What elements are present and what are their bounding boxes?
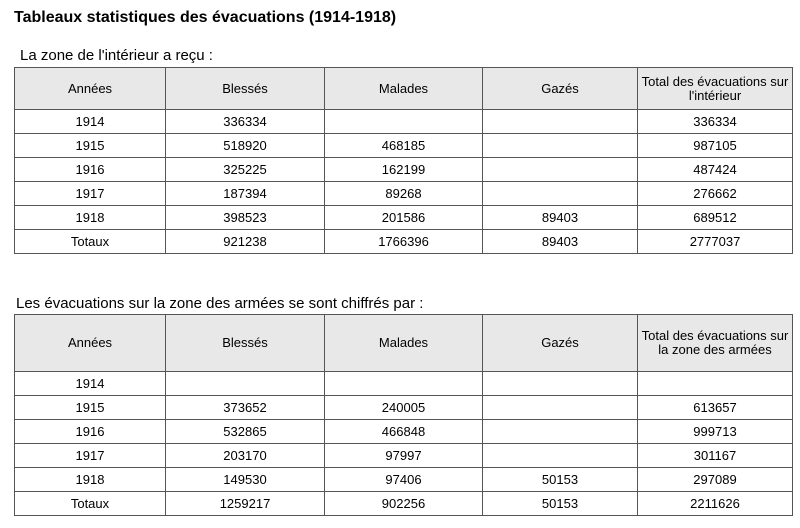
header-years: Années bbox=[15, 68, 166, 110]
cell-total: 297089 bbox=[638, 468, 793, 492]
cell-wounded: 325225 bbox=[166, 158, 325, 182]
army-zone-evacuations-table bbox=[14, 314, 793, 516]
cell-sick: 97997 bbox=[325, 444, 483, 468]
table-row bbox=[15, 396, 793, 420]
cell-total: 276662 bbox=[638, 182, 793, 206]
cell-wounded: 336334 bbox=[166, 110, 325, 134]
cell-wounded: 187394 bbox=[166, 182, 325, 206]
header-sick: Malades bbox=[325, 315, 483, 372]
table-row bbox=[15, 134, 793, 158]
interior-evacuations-table bbox=[14, 67, 793, 254]
table-row bbox=[15, 110, 793, 134]
section1-caption: La zone de l'intérieur a reçu : bbox=[20, 47, 213, 64]
cell-sick: 468185 bbox=[325, 134, 483, 158]
cell-wounded: 398523 bbox=[166, 206, 325, 230]
table-row-totals bbox=[15, 492, 793, 516]
cell-wounded: 921238 bbox=[166, 230, 325, 254]
cell-sick: 89268 bbox=[325, 182, 483, 206]
header-total: Total des évacuations sur l'intérieur bbox=[638, 68, 793, 110]
header-years: Années bbox=[15, 315, 166, 372]
table-row bbox=[15, 444, 793, 468]
cell-year: 1916 bbox=[15, 158, 166, 182]
cell-wounded: 203170 bbox=[166, 444, 325, 468]
cell-gassed bbox=[483, 110, 638, 134]
table-row bbox=[15, 206, 793, 230]
cell-total: 2211626 bbox=[638, 492, 793, 516]
cell-year: 1917 bbox=[15, 444, 166, 468]
cell-wounded: 373652 bbox=[166, 396, 325, 420]
cell-year: Totaux bbox=[15, 230, 166, 254]
table-row bbox=[15, 468, 793, 492]
cell-gassed: 50153 bbox=[483, 492, 638, 516]
cell-gassed bbox=[483, 134, 638, 158]
table-header-row bbox=[15, 68, 793, 110]
cell-year: 1914 bbox=[15, 110, 166, 134]
table-row bbox=[15, 158, 793, 182]
header-total: Total des évacuations sur la zone des armées bbox=[638, 315, 793, 372]
table-row bbox=[15, 182, 793, 206]
header-wounded: Blessés bbox=[166, 68, 325, 110]
cell-total bbox=[638, 372, 793, 396]
cell-year: 1918 bbox=[15, 206, 166, 230]
cell-wounded bbox=[166, 372, 325, 396]
header-wounded: Blessés bbox=[166, 315, 325, 372]
table-row bbox=[15, 372, 793, 396]
cell-year: 1916 bbox=[15, 420, 166, 444]
table-row-totals bbox=[15, 230, 793, 254]
cell-total: 2777037 bbox=[638, 230, 793, 254]
cell-year: 1918 bbox=[15, 468, 166, 492]
cell-gassed bbox=[483, 420, 638, 444]
cell-total: 987105 bbox=[638, 134, 793, 158]
table-row bbox=[15, 420, 793, 444]
cell-total: 613657 bbox=[638, 396, 793, 420]
table-header-row bbox=[15, 315, 793, 372]
cell-year: 1914 bbox=[15, 372, 166, 396]
cell-year: Totaux bbox=[15, 492, 166, 516]
cell-sick bbox=[325, 110, 483, 134]
cell-gassed bbox=[483, 444, 638, 468]
cell-gassed: 89403 bbox=[483, 230, 638, 254]
cell-total: 301167 bbox=[638, 444, 793, 468]
cell-gassed bbox=[483, 372, 638, 396]
header-gassed: Gazés bbox=[483, 68, 638, 110]
header-gassed: Gazés bbox=[483, 315, 638, 372]
cell-wounded: 532865 bbox=[166, 420, 325, 444]
cell-gassed bbox=[483, 182, 638, 206]
section2-caption: Les évacuations sur la zone des armées se sont chiffrés par : bbox=[16, 295, 424, 312]
cell-total: 999713 bbox=[638, 420, 793, 444]
cell-sick: 902256 bbox=[325, 492, 483, 516]
cell-year: 1915 bbox=[15, 396, 166, 420]
cell-sick: 1766396 bbox=[325, 230, 483, 254]
cell-sick bbox=[325, 372, 483, 396]
cell-wounded: 149530 bbox=[166, 468, 325, 492]
cell-sick: 466848 bbox=[325, 420, 483, 444]
cell-sick: 97406 bbox=[325, 468, 483, 492]
cell-gassed: 89403 bbox=[483, 206, 638, 230]
cell-sick: 162199 bbox=[325, 158, 483, 182]
cell-total: 336334 bbox=[638, 110, 793, 134]
cell-sick: 201586 bbox=[325, 206, 483, 230]
cell-total: 487424 bbox=[638, 158, 793, 182]
cell-gassed bbox=[483, 396, 638, 420]
page-title: Tableaux statistiques des évacuations (1914-1918) bbox=[14, 9, 397, 26]
cell-gassed bbox=[483, 158, 638, 182]
cell-gassed: 50153 bbox=[483, 468, 638, 492]
cell-wounded: 1259217 bbox=[166, 492, 325, 516]
cell-year: 1915 bbox=[15, 134, 166, 158]
cell-sick: 240005 bbox=[325, 396, 483, 420]
cell-wounded: 518920 bbox=[166, 134, 325, 158]
cell-year: 1917 bbox=[15, 182, 166, 206]
header-sick: Malades bbox=[325, 68, 483, 110]
cell-total: 689512 bbox=[638, 206, 793, 230]
